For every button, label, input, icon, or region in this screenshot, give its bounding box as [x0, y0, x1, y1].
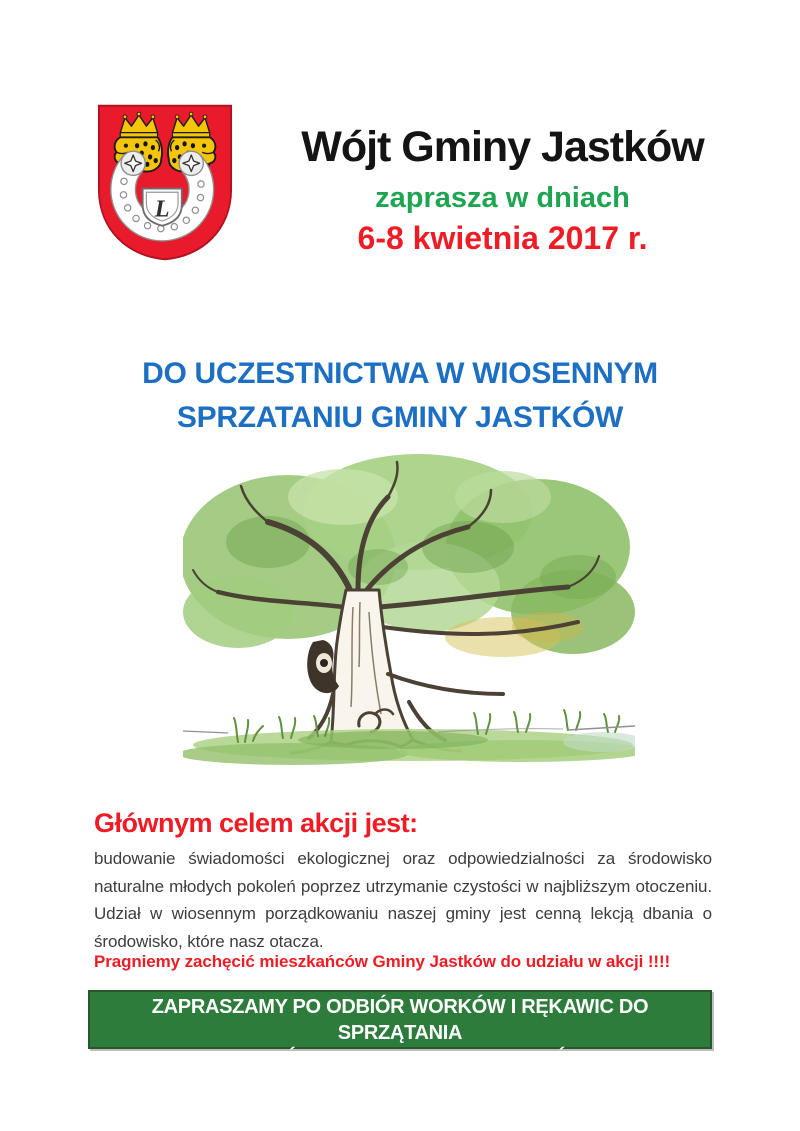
tree-illustration	[183, 442, 635, 770]
invitation-line1: DO UCZESTNICTWA W WIOSENNYM	[142, 357, 658, 390]
page-title: Wójt Gminy Jastków	[301, 123, 704, 171]
pickup-info-banner	[88, 990, 712, 1070]
invitation-line2: SPRZATANIU GMINY JASTKÓW	[176, 401, 624, 434]
poster-header	[280, 122, 725, 258]
banner-line2: DO SOŁTYSÓW W SWOICH MIEJSCOWOŚCIACH	[170, 1048, 630, 1070]
goal-heading: Głównym celem akcji jest:	[94, 808, 418, 838]
coa-letter: L	[154, 195, 170, 223]
subtitle-dates: 6-8 kwietnia 2017 r.	[357, 220, 648, 256]
goal-encouragement: Pragniemy zachęcić mieszkańców Gminy Jastków do udziału w akcji !!!!	[94, 952, 671, 971]
invitation-heading	[0, 352, 800, 440]
goal-body-paragraph: budowanie świadomości ekologicznej oraz odpowiedzialności za środowisko naturalne młodych pokoleń poprzez utrzymanie czystości w najbliższym otoczeniu. Udział w wiosennym porządkowaniu naszej gminy jest cenną lekcją dbania o środowisko, które nasz otacza.	[94, 849, 712, 951]
subtitle-invite: zaprasza w dniach	[375, 182, 630, 214]
jastkow-coat-of-arms-icon	[93, 101, 237, 263]
banner-line1: ZAPRASZAMY PO ODBIÓR WORKÓW I RĘKAWIC DO SPRZĄTANIA	[151, 996, 649, 1044]
